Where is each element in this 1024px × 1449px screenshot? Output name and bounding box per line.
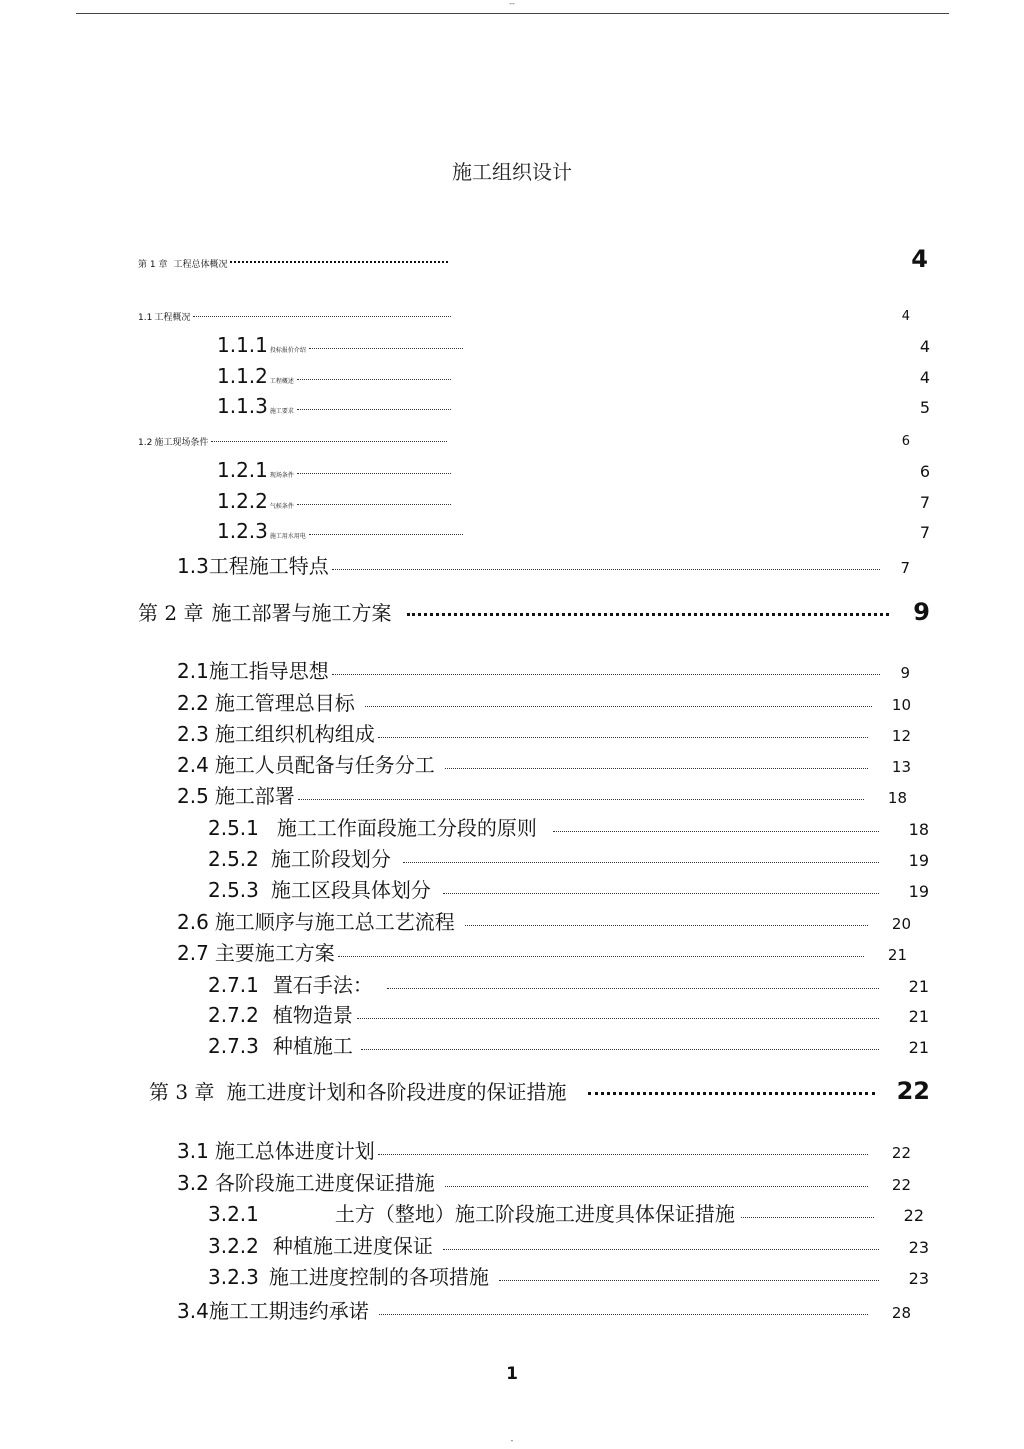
toc-number: 2.7.2 bbox=[208, 1003, 259, 1027]
toc-number: 3.2.2 bbox=[208, 1234, 259, 1258]
toc-number: 2.2 bbox=[177, 691, 209, 715]
toc-leader bbox=[357, 1018, 879, 1019]
toc-number: 2.1 bbox=[177, 659, 209, 683]
toc-page: 23 bbox=[908, 1238, 929, 1257]
toc-label: 施工工期违约承诺 bbox=[208, 1299, 369, 1323]
toc-page: 12 bbox=[891, 727, 911, 745]
toc-entry-2-7[interactable] bbox=[177, 937, 907, 966]
toc-leader bbox=[361, 1049, 879, 1050]
toc-number: 1.1.2 bbox=[217, 364, 268, 388]
toc-entry-1-1-3[interactable] bbox=[217, 394, 930, 418]
toc-page: 20 bbox=[891, 915, 911, 933]
page-number: 1 bbox=[506, 1364, 518, 1384]
toc-entry-ch2[interactable] bbox=[138, 597, 930, 626]
toc-number: 1.3 bbox=[177, 554, 209, 578]
toc-label: 施工进度计划和各阶段进度的保证措施 bbox=[226, 1080, 567, 1104]
toc-entry-ch1[interactable] bbox=[138, 245, 928, 273]
toc-label: 施工组织机构组成 bbox=[214, 722, 375, 746]
toc-number: 第 1 章 bbox=[138, 260, 168, 270]
toc-entry-1-1-1[interactable] bbox=[217, 333, 930, 357]
toc-label: 施工顺序与施工总工艺流程 bbox=[214, 910, 455, 934]
toc-leader bbox=[741, 1217, 874, 1218]
toc-page: 22 bbox=[903, 1206, 924, 1225]
toc-leader bbox=[230, 261, 448, 263]
toc-number: 2.5.2 bbox=[208, 847, 259, 871]
toc-leader bbox=[553, 831, 879, 832]
toc-entry-1-2[interactable] bbox=[138, 434, 910, 449]
toc-label: 种植施工进度保证 bbox=[272, 1234, 433, 1258]
toc-leader bbox=[193, 316, 451, 317]
toc-number: 2.7 bbox=[177, 941, 209, 965]
toc-label: 气候条件 bbox=[269, 503, 294, 510]
toc-label: 施工指导思想 bbox=[208, 659, 329, 683]
toc-leader bbox=[407, 613, 889, 616]
toc-entry-1-2-1[interactable] bbox=[217, 458, 930, 482]
toc-page: 21 bbox=[908, 1007, 929, 1026]
toc-entry-2-1[interactable] bbox=[177, 655, 910, 684]
toc-entry-1-3[interactable] bbox=[177, 550, 910, 579]
toc-page: 7 bbox=[919, 493, 930, 512]
toc-number: 第 2 章 bbox=[138, 601, 204, 625]
toc-entry-2-7-2[interactable] bbox=[208, 999, 929, 1028]
toc-number: 2.5.1 bbox=[208, 816, 259, 840]
toc-entry-2-2[interactable] bbox=[177, 687, 911, 716]
toc-page: 22 bbox=[891, 1176, 911, 1194]
toc-leader bbox=[403, 862, 879, 863]
toc-label: 工程施工特点 bbox=[208, 554, 329, 578]
toc-leader bbox=[445, 1186, 868, 1187]
toc-page: 21 bbox=[908, 977, 929, 996]
document-title: 施工组织设计 bbox=[452, 160, 572, 184]
toc-entry-2-5[interactable] bbox=[177, 780, 907, 809]
toc-entry-2-6[interactable] bbox=[177, 906, 911, 935]
toc-number: 1.2.2 bbox=[217, 489, 268, 513]
toc-page: 18 bbox=[908, 820, 929, 839]
toc-leader bbox=[297, 409, 451, 410]
toc-label: 施工工作面段施工分段的原则 bbox=[276, 816, 537, 840]
toc-number: 2.6 bbox=[177, 910, 209, 934]
toc-leader bbox=[465, 925, 868, 926]
toc-leader bbox=[387, 988, 879, 989]
header-mark: -- bbox=[509, 0, 515, 8]
toc-number: 2.3 bbox=[177, 722, 209, 746]
toc-leader bbox=[499, 1280, 879, 1281]
toc-entry-2-4[interactable] bbox=[177, 749, 911, 778]
toc-number: 1.1 bbox=[138, 313, 153, 323]
toc-page: 4 bbox=[911, 245, 928, 273]
toc-entry-3-2-1[interactable] bbox=[208, 1198, 924, 1227]
toc-page: 10 bbox=[891, 696, 911, 714]
toc-page: 4 bbox=[919, 368, 930, 387]
toc-entry-2-5-2[interactable] bbox=[208, 843, 929, 872]
toc-label: 置石手法： bbox=[272, 973, 373, 997]
toc-leader bbox=[443, 1249, 879, 1250]
toc-entry-2-5-3[interactable] bbox=[208, 874, 929, 903]
toc-page: 28 bbox=[891, 1304, 911, 1322]
toc-page: 9 bbox=[913, 598, 930, 626]
toc-number: 1.2.1 bbox=[217, 458, 268, 482]
toc-leader bbox=[211, 441, 447, 442]
toc-label: 施工进度控制的各项措施 bbox=[268, 1265, 489, 1289]
toc-page: 7 bbox=[919, 523, 930, 542]
toc-label: 施工部署与施工方案 bbox=[211, 601, 392, 625]
toc-number: 第 3 章 bbox=[149, 1080, 215, 1104]
toc-entry-2-3[interactable] bbox=[177, 718, 911, 747]
toc-leader bbox=[445, 768, 868, 769]
toc-number: 1.2 bbox=[138, 438, 153, 448]
toc-page: 7 bbox=[900, 559, 910, 577]
toc-label: 施工现场条件 bbox=[154, 438, 209, 448]
toc-page: 19 bbox=[908, 851, 929, 870]
toc-leader bbox=[332, 674, 881, 675]
toc-label: 工程概述 bbox=[269, 378, 294, 385]
toc-page: 19 bbox=[908, 882, 929, 901]
toc-leader bbox=[332, 569, 881, 570]
toc-number: 1.2.3 bbox=[217, 519, 268, 543]
toc-page: 6 bbox=[901, 434, 910, 449]
toc-leader bbox=[443, 893, 879, 894]
toc-label: 投标报价介绍 bbox=[269, 347, 306, 354]
toc-page: 21 bbox=[908, 1038, 929, 1057]
toc-leader bbox=[309, 348, 463, 349]
toc-number: 2.5 bbox=[177, 784, 209, 808]
toc-entry-3-1[interactable] bbox=[177, 1135, 911, 1164]
toc-leader bbox=[378, 1154, 868, 1155]
toc-page: 21 bbox=[887, 946, 907, 964]
toc-label: 工程总体概况 bbox=[173, 260, 228, 270]
toc-label: 施工总体进度计划 bbox=[214, 1139, 375, 1163]
toc-page: 22 bbox=[891, 1144, 911, 1162]
toc-label: 现场条件 bbox=[269, 472, 294, 479]
toc-leader bbox=[365, 706, 872, 707]
toc-entry-2-7-1[interactable] bbox=[208, 969, 929, 998]
toc-page: 4 bbox=[901, 309, 910, 324]
toc-page: 9 bbox=[900, 664, 910, 682]
toc-number: 3.4 bbox=[177, 1299, 209, 1323]
toc-label: 施工区段具体划分 bbox=[270, 878, 431, 902]
toc-label: 施工要求 bbox=[269, 408, 294, 415]
toc-leader bbox=[298, 799, 864, 800]
toc-number: 1.1.1 bbox=[217, 333, 268, 357]
toc-page: 23 bbox=[908, 1269, 929, 1288]
toc-page: 5 bbox=[919, 398, 930, 417]
toc-label: 植物造景 bbox=[272, 1003, 353, 1027]
toc-label: 施工人员配备与任务分工 bbox=[214, 753, 435, 777]
toc-leader bbox=[588, 1092, 874, 1095]
toc-page: 18 bbox=[887, 789, 907, 807]
toc-number: 2.5.3 bbox=[208, 878, 259, 902]
toc-leader bbox=[378, 737, 868, 738]
toc-label: 土方（整地）施工阶段施工进度具体保证措施 bbox=[334, 1202, 735, 1226]
toc-number: 2.7.1 bbox=[208, 973, 259, 997]
toc-number: 3.2.3 bbox=[208, 1265, 259, 1289]
toc-leader bbox=[338, 956, 864, 957]
toc-page: 6 bbox=[919, 462, 930, 481]
toc-number: 3.2 bbox=[177, 1171, 209, 1195]
toc-label: 主要施工方案 bbox=[214, 941, 335, 965]
toc-label: 施工阶段划分 bbox=[270, 847, 391, 871]
toc-page: 13 bbox=[891, 758, 911, 776]
toc-entry-1-1-2[interactable] bbox=[217, 364, 930, 388]
toc-entry-ch3[interactable] bbox=[149, 1076, 930, 1105]
toc-leader bbox=[309, 534, 463, 535]
toc-entry-1-1[interactable] bbox=[138, 309, 910, 324]
toc-entry-3-2-3[interactable] bbox=[208, 1261, 929, 1290]
toc-entry-3-4[interactable] bbox=[177, 1295, 911, 1324]
toc-entry-2-5-1[interactable] bbox=[208, 812, 929, 841]
toc-number: 3.1 bbox=[177, 1139, 209, 1163]
toc-entry-2-7-3[interactable] bbox=[208, 1030, 929, 1059]
toc-label: 施工部署 bbox=[214, 784, 295, 808]
toc-page: 4 bbox=[919, 337, 930, 356]
toc-number: 2.4 bbox=[177, 753, 209, 777]
footer-mark: - bbox=[510, 1436, 514, 1445]
toc-label: 施工用水用电 bbox=[269, 533, 306, 540]
toc-entry-1-2-2[interactable] bbox=[217, 489, 930, 513]
toc-number: 2.7.3 bbox=[208, 1034, 259, 1058]
toc-leader bbox=[297, 504, 451, 505]
toc-label: 各阶段施工进度保证措施 bbox=[214, 1171, 435, 1195]
toc-label: 施工管理总目标 bbox=[214, 691, 355, 715]
toc-entry-3-2-2[interactable] bbox=[208, 1230, 929, 1259]
toc-page: 22 bbox=[896, 1077, 930, 1105]
toc-label: 种植施工 bbox=[272, 1034, 353, 1058]
toc-label: 工程概况 bbox=[154, 313, 191, 323]
toc-entry-3-2[interactable] bbox=[177, 1167, 911, 1196]
toc-entry-1-2-3[interactable] bbox=[217, 519, 930, 543]
toc-number: 1.1.3 bbox=[217, 394, 268, 418]
toc-leader bbox=[379, 1314, 868, 1315]
toc-leader bbox=[297, 473, 451, 474]
toc-leader bbox=[297, 379, 451, 380]
toc-number: 3.2.1 bbox=[208, 1202, 259, 1226]
